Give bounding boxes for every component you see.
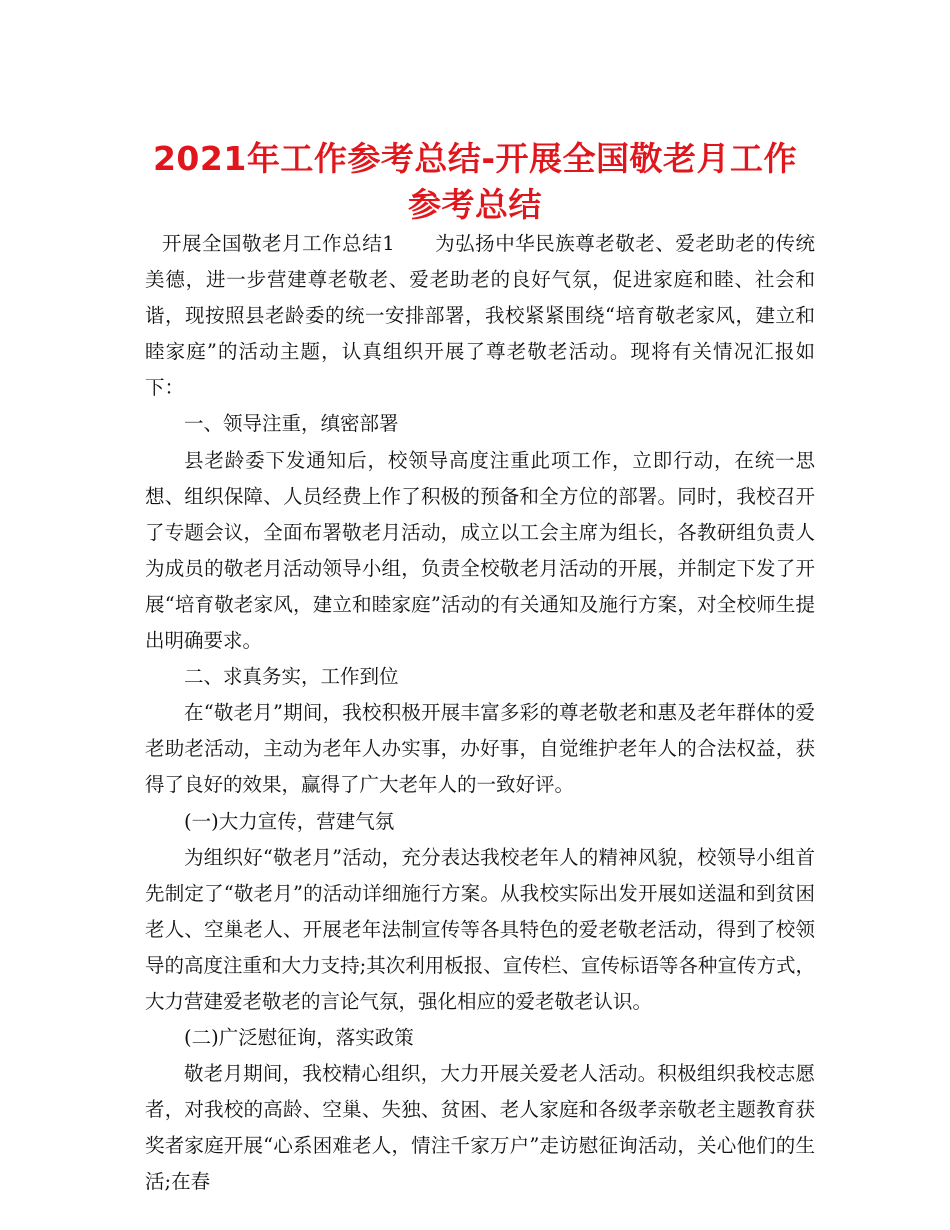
paragraph-2: 在“敬老月”期间，我校积极开展丰富多彩的尊老敬老和惠及老年群体的爱老助老活动，主动为老年人办实事，办好事，自觉维护老年人的合法权益，获得了良好的效果，赢得了广大老年人的一致好评。 bbox=[145, 701, 815, 797]
document-body bbox=[145, 226, 815, 1201]
paragraph-4: 敬老月期间，我校精心组织，大力开展关爱老人活动。积极组织我校志愿者，对我校的高龄、空巢、失独、贫困、老人家庭和各级孝亲敬老主题教育获奖者家庭开展“心系困难老人，情注千家万户”走访慰征询活动，关心他们的生活;在春 bbox=[145, 1062, 815, 1194]
intro-paragraph bbox=[145, 226, 815, 406]
intro-lead: 开展全国敬老月工作总结1 bbox=[162, 232, 395, 255]
section-heading-2: 二、求真务实，工作到位 bbox=[184, 665, 399, 689]
subsection-heading-1: (一)大力宣传，营建气氛 bbox=[184, 809, 395, 833]
paragraph-3: 为组织好“敬老月”活动，充分表达我校老年人的精神风貌，校领导小组首先制定了“敬老月”的活动详细施行方案。从我校实际出发开展如送温和到贫困老人、空巢老人、开展老年法制宣传等各具特色的爱老敬老活动，得到了校领导的高度注重和大力支持;其次利用板报、宣传栏、宣传标语等各种宣传方式，大力营建爱老敬老的言论气氛，强化相应的爱老敬老认识。 bbox=[145, 845, 815, 1013]
subsection-heading-2: (二)广泛慰征询，落实政策 bbox=[184, 1026, 414, 1050]
paragraph-1: 县老龄委下发通知后，校领导高度注重此项工作，立即行动，在统一思想、组织保障、人员经费上作了积极的预备和全方位的部署。同时，我校召开了专题会议，全面布署敬老月活动，成立以工会主席为组长，各教研组负责人为成员的敬老月活动领导小组，负责全校敬老月活动的开展，并制定下发了开展“培育敬老家风，建立和睦家庭”活动的有关通知及施行方案，对全校师生提出明确要求。 bbox=[145, 448, 815, 653]
intro-text: 为弘扬中华民族尊老敬老、爱老助老的传统美德，进一步营建尊老敬老、爱老助老的良好气氛，促进家庭和睦、社会和谐，现按照县老龄委的统一安排部署，我校紧紧围绕“培育敬老家风，建立和睦家庭”的活动主题，认真组织开展了尊老敬老活动。现将有关情况汇报如下： bbox=[145, 232, 815, 400]
document-title: 2021年工作参考总结-开展全国敬老月工作参考总结 bbox=[152, 139, 798, 224]
section-heading-1: 一、领导注重，缜密部署 bbox=[184, 412, 399, 436]
